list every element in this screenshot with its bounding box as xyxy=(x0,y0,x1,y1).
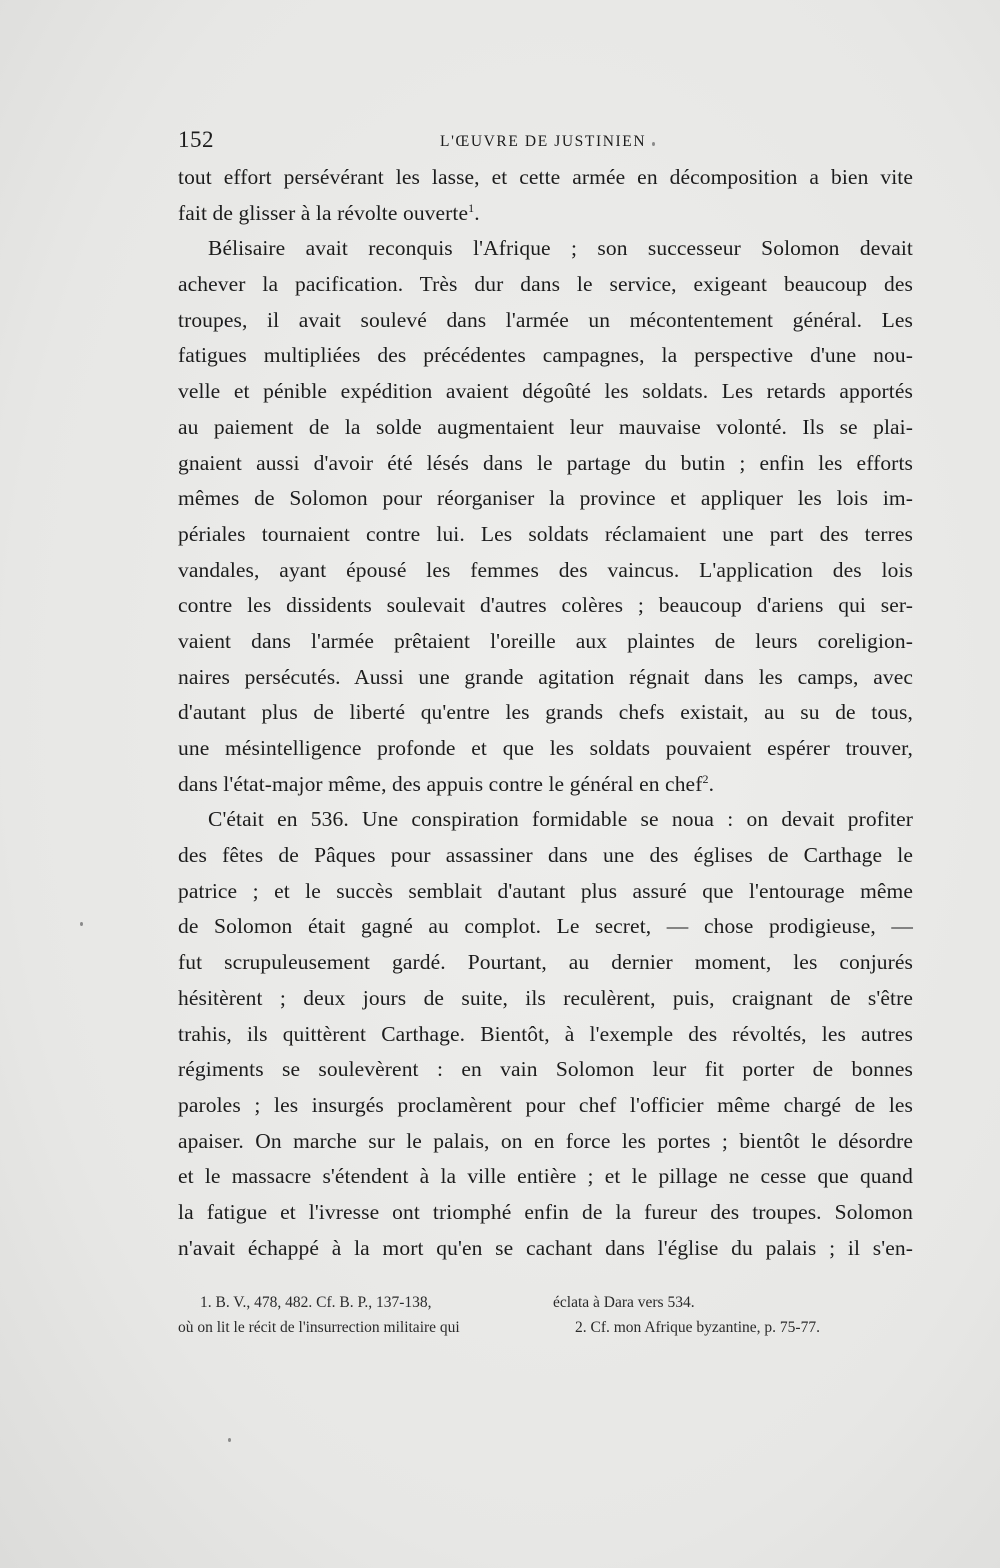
text-line: contre les dissidents soulevait d'autres colères ; beaucoup d'ariens qui ser- xyxy=(178,593,913,618)
text-line: patrice ; et le succès semblait d'autant plus assuré que l'entourage même xyxy=(178,878,913,903)
text-line: achever la pacification. Très dur dans le service, exigeant beaucoup des xyxy=(178,272,913,297)
paper-speck xyxy=(80,922,83,926)
footnote-line: éclata à Dara vers 534. xyxy=(553,1294,695,1311)
footnote-ref: 2 xyxy=(702,771,709,786)
text-line: dans l'état-major même, des appuis contre le général en chef$^2$. xyxy=(178,771,715,796)
text-line: d'autant plus de liberté qu'entre les grands chefs existait, au su de tous, xyxy=(178,700,913,725)
text-line: périales tournaient contre lui. Les soldats réclamaient une part des terres xyxy=(178,521,913,546)
footnote-column-left xyxy=(178,1290,523,1340)
text-line: hésitèrent ; deux jours de suite, ils reculèrent, puis, craignant de s'être xyxy=(178,985,913,1010)
paper-speck xyxy=(228,1438,231,1442)
text-line: vandales, ayant épousé les femmes des vaincus. L'application des lois xyxy=(178,557,913,582)
text-line: fatigues multipliées des précédentes campagnes, la perspective d'une nou- xyxy=(178,343,913,368)
text-line: et le massacre s'étendent à la ville entière ; et le pillage ne cesse que quand xyxy=(178,1164,913,1189)
running-title: L'ŒUVRE DE JUSTINIEN xyxy=(440,133,647,150)
footnote-column-right xyxy=(553,1290,913,1340)
text-line: gnaient aussi d'avoir été lésés dans le partage du butin ; enfin les efforts xyxy=(178,450,913,475)
text-line: des fêtes de Pâques pour assassiner dans une des églises de Carthage le xyxy=(178,843,913,868)
footnote-line: 2. Cf. mon Afrique byzantine, p. 75-77. xyxy=(575,1319,820,1336)
text-line: n'avait échappé à la mort qu'en se cachant dans l'église du palais ; il s'en- xyxy=(178,1235,913,1260)
text-line: trahis, ils quittèrent Carthage. Bientôt, à l'exemple des révoltés, les autres xyxy=(178,1021,913,1046)
text-line: tout effort persévérant les lasse, et cette armée en décomposition a bien vite xyxy=(178,165,913,189)
text-line: vaient dans l'armée prêtaient l'oreille aux plaintes de leurs coreligion- xyxy=(178,628,913,653)
footnote-line: 1. B. V., 478, 482. Cf. B. P., 137-138, xyxy=(200,1294,432,1311)
text-line: troupes, il avait soulevé dans l'armée un mécontentement général. Les xyxy=(178,307,913,332)
text-line: fait de glisser à la révolte ouverte$^1$. xyxy=(178,200,480,225)
text-line: fut scrupuleusement gardé. Pourtant, au dernier moment, les conjurés xyxy=(178,950,913,975)
footnote-line: où on lit le récit de l'insurrection militaire qui xyxy=(178,1319,460,1336)
text-line: une mésintelligence profonde et que les soldats pouvaient espérer trouver, xyxy=(178,736,913,760)
paper-speck xyxy=(652,142,655,146)
text-line: paroles ; les insurgés proclamèrent pour chef l'officier même chargé de les xyxy=(178,1092,913,1117)
page-number: 152 xyxy=(178,127,214,152)
text-line: la fatigue et l'ivresse ont triomphé enfin de la fureur des troupes. Solomon xyxy=(178,1199,913,1224)
text-line: velle et pénible expédition avaient dégoûté les soldats. Les retards apportés xyxy=(178,379,913,404)
text-line: au paiement de la solde augmentaient leur mauvaise volonté. Ils se plai- xyxy=(178,414,913,439)
text-line: apaiser. On marche sur le palais, on en force les portes ; bientôt le désordre xyxy=(178,1128,913,1153)
body-text xyxy=(178,160,913,1266)
text-line: régiments se soulevèrent : en vain Solomon leur fit porter de bonnes xyxy=(178,1057,913,1082)
text-line: de Solomon était gagné au complot. Le secret, — chose prodigieuse, — xyxy=(178,914,913,939)
footnote-ref: 1 xyxy=(468,200,475,215)
running-header xyxy=(178,127,913,157)
text-line: mêmes de Solomon pour réorganiser la province et appliquer les lois im- xyxy=(178,486,913,511)
text-line: naires persécutés. Aussi une grande agitation régnait dans les camps, avec xyxy=(178,664,913,689)
paragraph-start-line: C'était en 536. Une conspiration formidable se noua : on devait profiter xyxy=(208,807,913,832)
paragraph-start-line: Bélisaire avait reconquis l'Afrique ; son successeur Solomon devait xyxy=(208,236,913,261)
